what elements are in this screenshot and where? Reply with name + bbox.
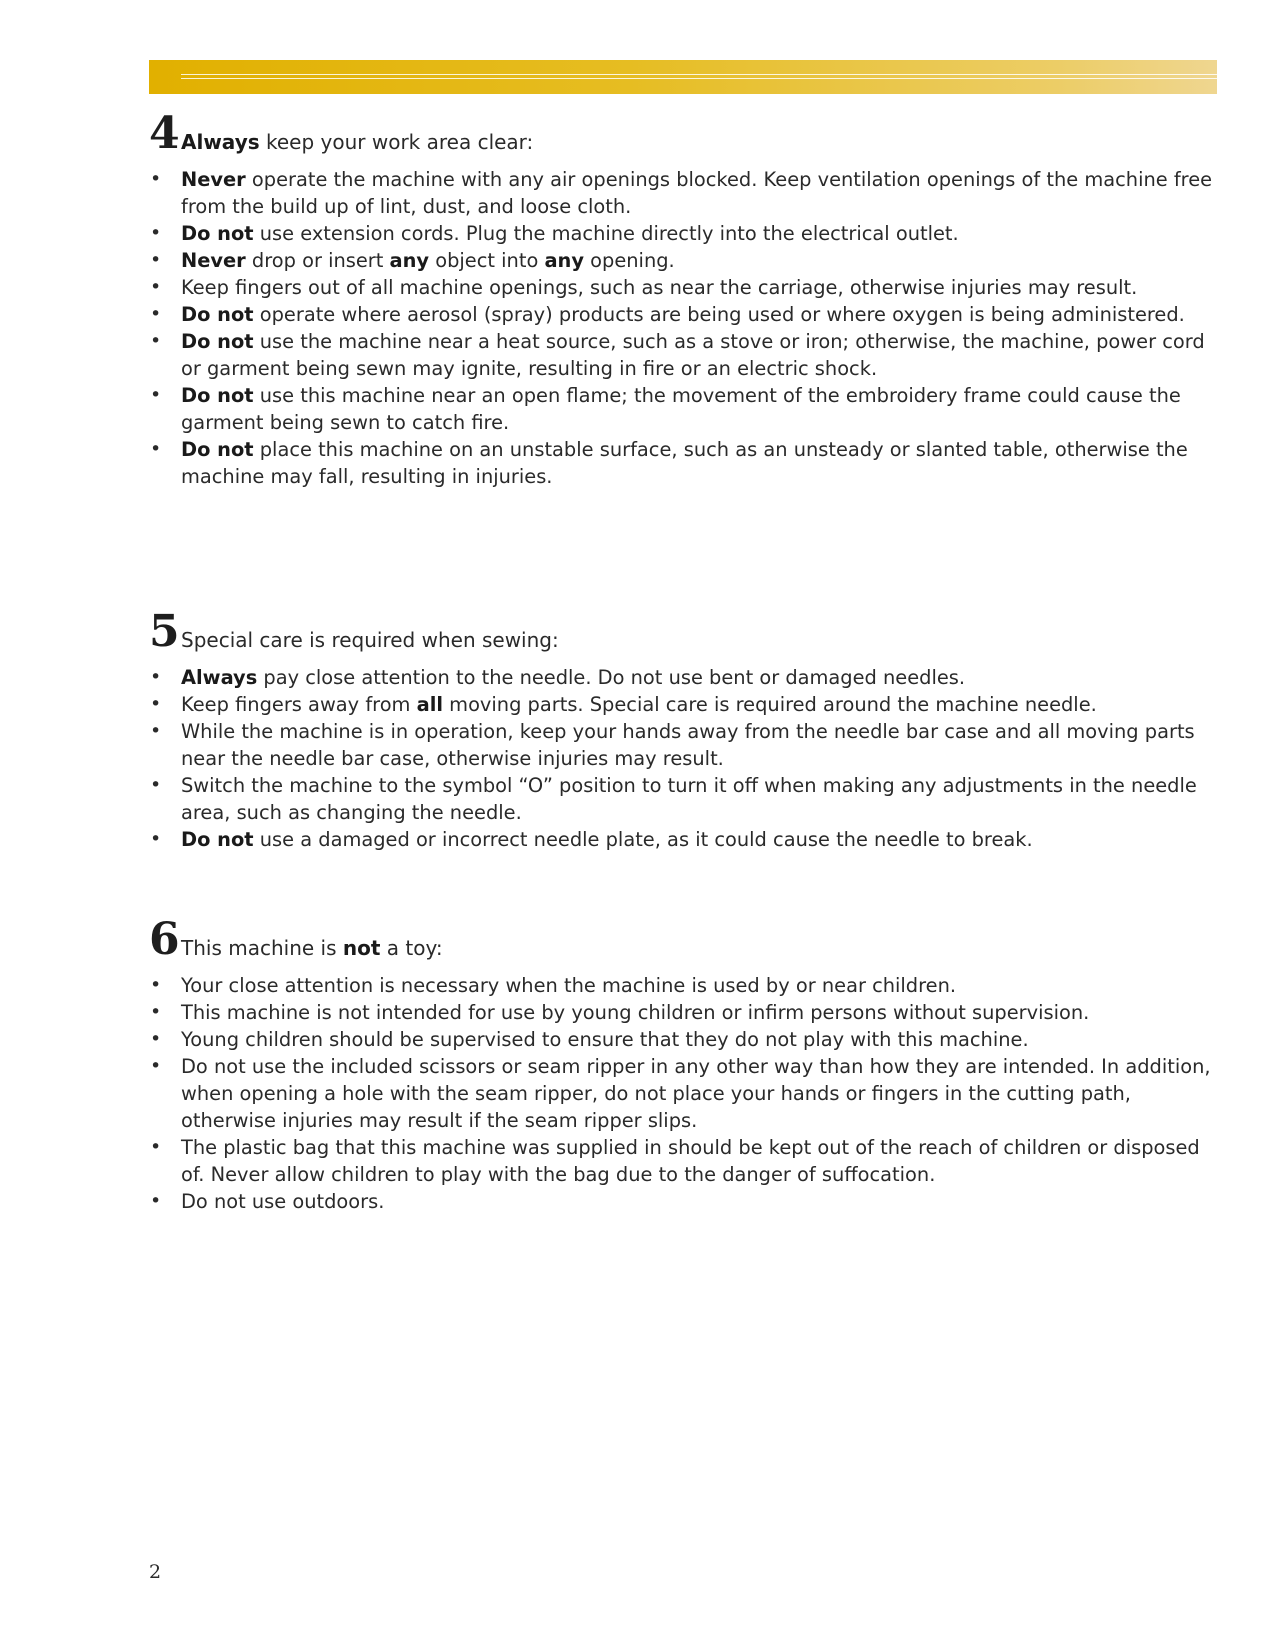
safety-list (149, 972, 1229, 1215)
section-number: 6 (149, 914, 180, 965)
list-item: • Your close attention is necessary when the machine is used by or near children. (149, 972, 1229, 999)
list-item: • Do not use the included scissors or seam ripper in any other way than how they are intended. In addition, when opening a hole with the seam ripper, do not place your hands or fingers in the cutting path, otherwise injuries may result if the seam ripper slips. (149, 1053, 1229, 1134)
list-item: • Do not use extension cords. Plug the machine directly into the electrical outlet. (149, 220, 1229, 247)
section-number: 5 (149, 606, 180, 657)
header-accent-bar (149, 60, 1217, 94)
list-item: • While the machine is in operation, keep your hands away from the needle bar case and all moving parts near the needle bar case, otherwise injuries may result. (149, 718, 1229, 772)
list-item: • Keep fingers out of all machine openings, such as near the carriage, otherwise injuries may result. (149, 274, 1229, 301)
list-item: • Do not use the machine near a heat source, such as a stove or iron; otherwise, the machine, power cord or garment being sewn may ignite, resulting in fire or an electric shock. (149, 328, 1229, 382)
list-item: • Never drop or insert any object into any opening. (149, 247, 1229, 274)
list-item: • Do not place this machine on an unstable surface, such as an unsteady or slanted table, otherwise the machine may fall, resulting in injuries. (149, 436, 1229, 490)
header-rule (181, 78, 1217, 79)
section-heading (149, 606, 1229, 657)
list-item: • Do not use outdoors. (149, 1188, 1229, 1215)
list-item: • Do not use this machine near an open flame; the movement of the embroidery frame could cause the garment being sewn to catch fire. (149, 382, 1229, 436)
section-title: Special care is required when sewing: (181, 628, 559, 652)
section-heading (149, 108, 1229, 159)
list-item: • Always pay close attention to the needle. Do not use bent or damaged needles. (149, 664, 1229, 691)
section-title: Always keep your work area clear: (181, 130, 534, 154)
section-work-area (149, 110, 1229, 490)
page-number: 2 (149, 1561, 162, 1583)
list-item: • The plastic bag that this machine was supplied in should be kept out of the reach of children or disposed of. Never allow children to play with the bag due to the danger of suffocation. (149, 1134, 1229, 1188)
header-rule (181, 74, 1217, 75)
list-item: • Switch the machine to the symbol “O” position to turn it off when making any adjustments in the needle area, such as changing the needle. (149, 772, 1229, 826)
section-heading (149, 914, 1229, 965)
list-item: • Do not use a damaged or incorrect needle plate, as it could cause the needle to break. (149, 826, 1229, 853)
list-item: • Keep fingers away from all moving parts. Special care is required around the machine needle. (149, 691, 1229, 718)
section-number: 4 (149, 108, 180, 159)
list-item: • Do not operate where aerosol (spray) products are being used or where oxygen is being administered. (149, 301, 1229, 328)
safety-list (149, 664, 1229, 853)
list-item: • Young children should be supervised to ensure that they do not play with this machine. (149, 1026, 1229, 1053)
safety-list (149, 166, 1229, 490)
list-item: • Never operate the machine with any air openings blocked. Keep ventilation openings of the machine free from the build up of lint, dust, and loose cloth. (149, 166, 1229, 220)
list-item: • This machine is not intended for use by young children or infirm persons without supervision. (149, 999, 1229, 1026)
section-not-a-toy (149, 916, 1229, 1215)
section-sewing-care (149, 608, 1229, 853)
section-title: This machine is not a toy: (181, 936, 443, 960)
